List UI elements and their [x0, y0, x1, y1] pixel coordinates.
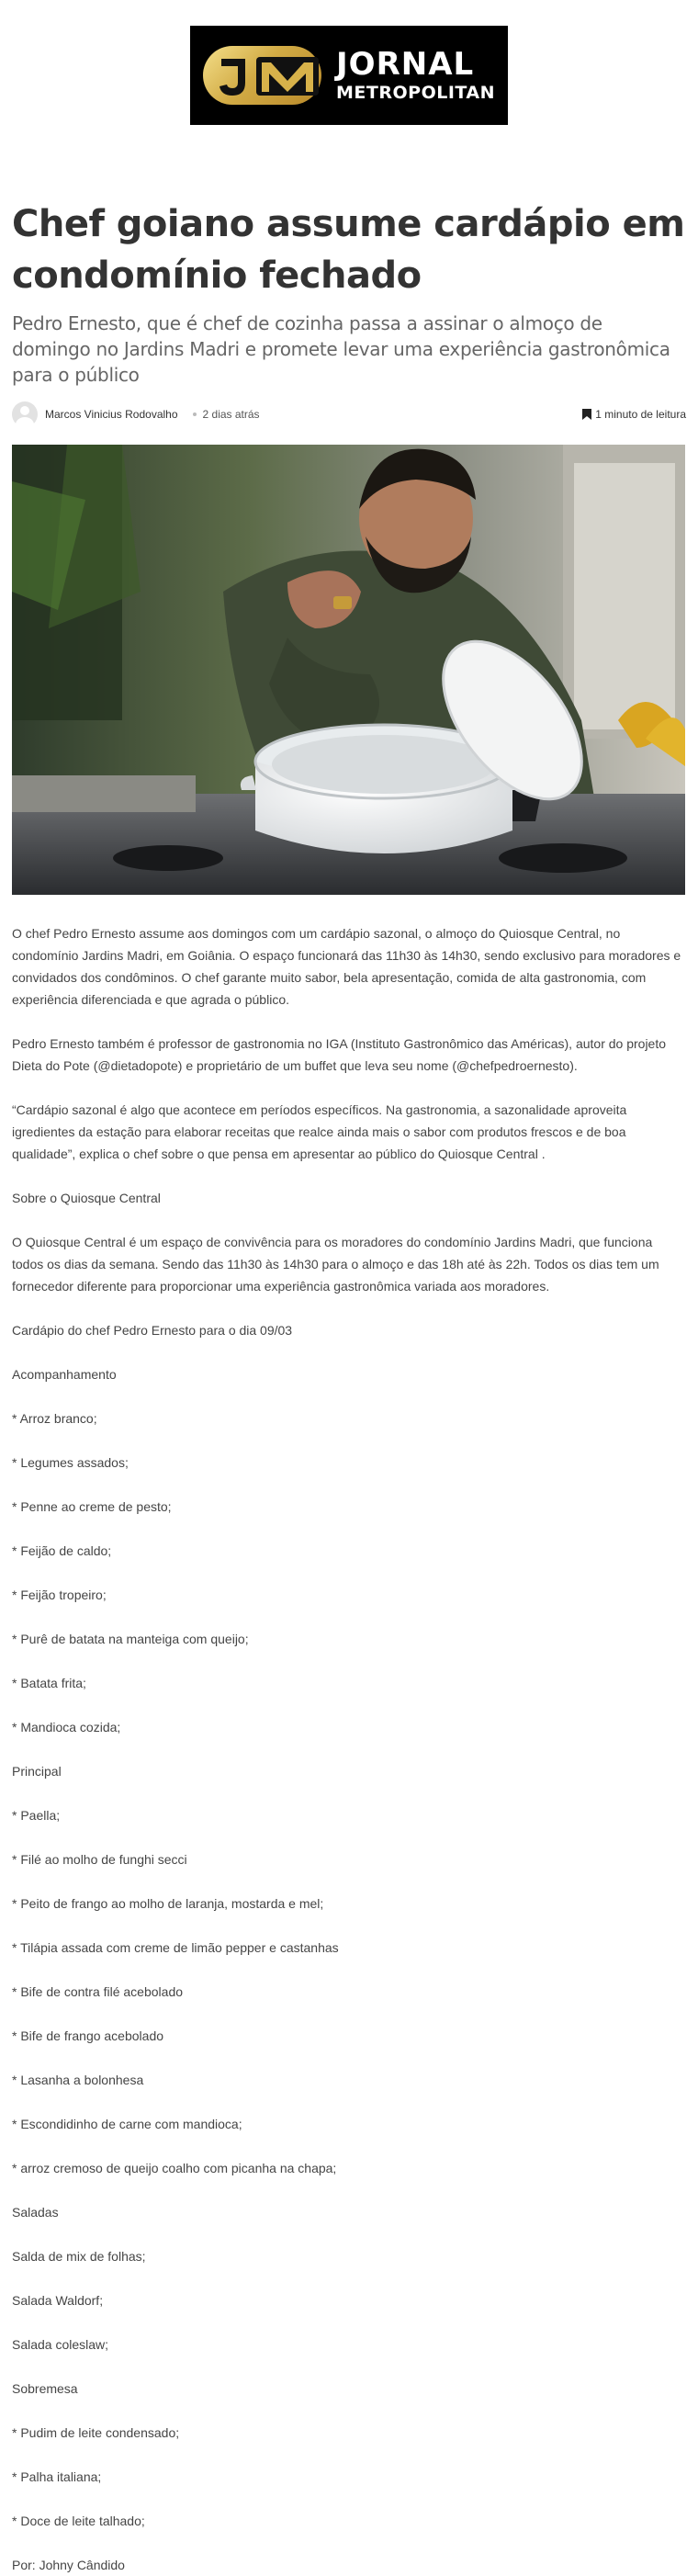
menu-item: * Bife de frango acebolado [12, 2028, 164, 2043]
article-paragraph: Pedro Ernesto também é professor de gastronomia no IGA (Instituto Gastronômico das Américas), autor do projeto Dieta do Pote (@dietadopote) e proprietário de um buffet que leva seu nome (@chefpedroernesto). [12, 1036, 667, 1073]
menu-category: Sobremesa [12, 2381, 78, 2396]
hero-image [12, 445, 685, 895]
article-byline: Por: Johny Cândido [12, 2558, 125, 2572]
menu-item: * Mandioca cozida; [12, 1720, 121, 1734]
menu-item: Salada Waldorf; [12, 2293, 104, 2308]
menu-item: Salada coleslaw; [12, 2337, 109, 2352]
menu-item: * Pudim de leite condensado; [12, 2425, 180, 2440]
menu-item: * Legumes assados; [12, 1455, 129, 1470]
menu-item: * Arroz branco; [12, 1411, 97, 1426]
menu-item: Salda de mix de folhas; [12, 2249, 146, 2264]
menu-category: Principal [12, 1764, 62, 1779]
menu-item: * Tilápia assada com creme de limão pepper e castanhas [12, 1940, 339, 1955]
menu-item: * Penne ao creme de pesto; [12, 1499, 172, 1514]
logo-line-2: METROPOLITAN [336, 83, 495, 103]
article-subtitle: Pedro Ernesto, que é chef de cozinha passa a assinar o almoço de domingo no Jardins Madri e promete levar uma experiência gastronômica para o público [12, 312, 670, 386]
menu-heading: Cardápio do chef Pedro Ernesto para o dia 09/03 [12, 1323, 293, 1338]
logo-mark [203, 46, 321, 105]
site-logo[interactable] [190, 26, 508, 125]
menu-item: * Paella; [12, 1808, 61, 1823]
article [0, 198, 698, 2576]
menu-item: * arroz cremoso de queijo coalho com picanha na chapa; [12, 2161, 337, 2175]
article-body [12, 922, 686, 2576]
menu-item: * Palha italiana; [12, 2469, 102, 2484]
menu-item: * Purê de batata na manteiga com queijo; [12, 1632, 249, 1646]
article-paragraph: O chef Pedro Ernesto assume aos domingos com um cardápio sazonal, o almoço do Quiosque Central, no condomínio Jardins Madri, em Goiânia. O espaço funcionará das 11h30 às 14h30, sendo exclusivo para moradores e convidados dos condôminos. O chef garante muito sabor, bela apresentação, comida de alta gastronomia, com experiência diferenciada e que agrada o público. [12, 926, 681, 1007]
article-title: Chef goiano assume cardápio em condomínio fechado [12, 203, 685, 297]
author-name[interactable]: Marcos Vinicius Rodovalho [45, 408, 178, 421]
read-time [582, 408, 686, 421]
publish-date: 2 dias atrás [202, 408, 260, 421]
author-avatar-icon[interactable] [12, 401, 38, 427]
logo-line-1: JORNAL [336, 46, 475, 83]
menu-item: * Doce de leite talhado; [12, 2514, 145, 2528]
article-paragraph: “Cardápio sazonal é algo que acontece em períodos específicos. Na gastronomia, a sazonalidade aproveita igredientes da estação para elaborar receitas que realce ainda mais o sabor com produtos frescos e de boa qualidade”, explica o chef sobre o que pensa em apresentar ao público do Quiosque Central . [12, 1102, 627, 1161]
menu-item: * Bife de contra filé acebolado [12, 1984, 184, 1999]
read-time-label: 1 minuto de leitura [595, 408, 686, 421]
site-header [0, 0, 698, 138]
meta-separator [193, 412, 197, 416]
bookmark-icon [582, 409, 591, 420]
menu-item: * Feijão tropeiro; [12, 1587, 107, 1602]
menu-item: * Batata frita; [12, 1676, 86, 1690]
logo-monogram-icon [203, 46, 333, 105]
menu-item: * Feijão de caldo; [12, 1543, 112, 1558]
menu-item: * Lasanha a bolonhesa [12, 2073, 144, 2087]
menu-item: * Escondidinho de carne com mandioca; [12, 2117, 242, 2131]
menu-category: Acompanhamento [12, 1367, 117, 1382]
section-heading: Sobre o Quiosque Central [12, 1191, 161, 1205]
article-paragraph: O Quiosque Central é um espaço de convivência para os moradores do condomínio Jardins Madri, que funciona todos os dias da semana. Sendo das 11h30 às 14h30 para o almoço e das 18h até às 22h. Todos os dias tem um fornecedor diferente para proporcionar uma experiência gastronômica variada aos moradores. [12, 1235, 659, 1294]
article-meta [12, 399, 686, 430]
menu-item: * Filé ao molho de funghi secci [12, 1852, 187, 1867]
menu-category: Saladas [12, 2205, 59, 2220]
menu-item: * Peito de frango ao molho de laranja, mostarda e mel; [12, 1896, 324, 1911]
logo-wordmark [336, 47, 495, 104]
